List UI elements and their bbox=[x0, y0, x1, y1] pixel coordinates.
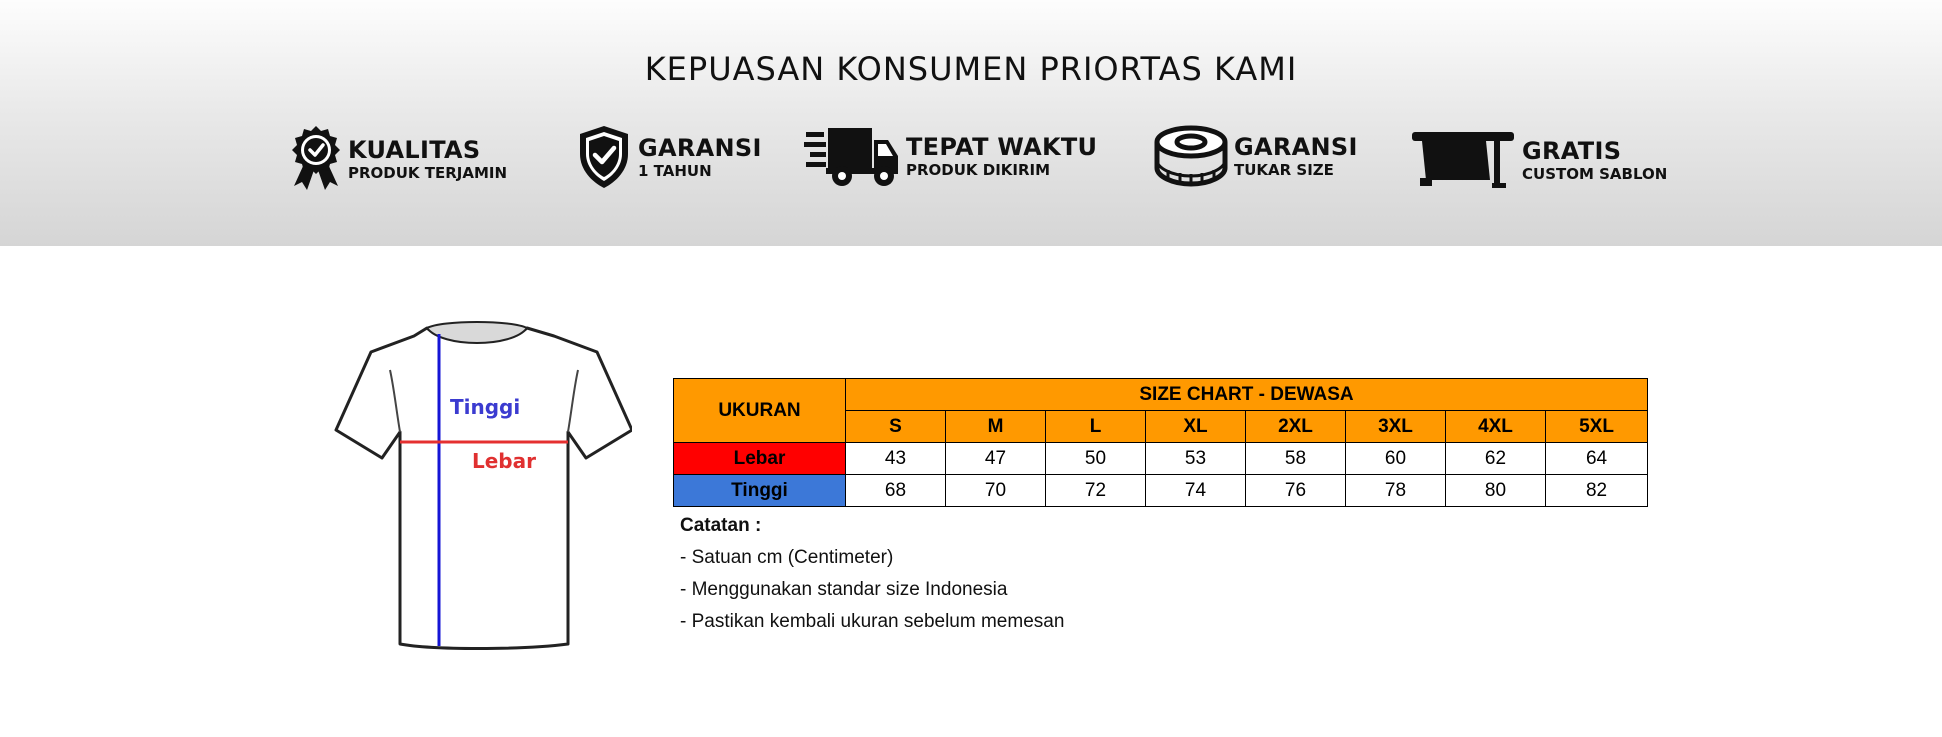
size-header: S bbox=[846, 411, 946, 443]
feature-kualitas bbox=[290, 124, 507, 194]
size-header: XL bbox=[1146, 411, 1246, 443]
feature-gratis bbox=[1410, 128, 1667, 192]
table-cell: 70 bbox=[946, 475, 1046, 507]
size-chart-title: SIZE CHART - DEWASA bbox=[846, 379, 1648, 411]
tinggi-label: Tinggi bbox=[450, 395, 521, 419]
table-cell: 50 bbox=[1046, 443, 1146, 475]
table-cell: 72 bbox=[1046, 475, 1146, 507]
size-header: 3XL bbox=[1346, 411, 1446, 443]
table-cell: 80 bbox=[1446, 475, 1546, 507]
size-header: 4XL bbox=[1446, 411, 1546, 443]
table-cell: 78 bbox=[1346, 475, 1446, 507]
ukuran-header: UKURAN bbox=[674, 379, 846, 443]
notes bbox=[680, 515, 1064, 643]
feature-subtitle: CUSTOM SABLON bbox=[1522, 164, 1668, 183]
note-item: - Pastikan kembali ukuran sebelum memesan bbox=[680, 611, 1065, 632]
feature-garansi-size bbox=[1154, 124, 1358, 188]
feature-subtitle: TUKAR SIZE bbox=[1234, 160, 1334, 179]
note-item: - Satuan cm (Centimeter) bbox=[680, 547, 894, 568]
feature-subtitle: PRODUK TERJAMIN bbox=[348, 163, 508, 182]
table-cell: 76 bbox=[1246, 475, 1346, 507]
table-cell: 43 bbox=[846, 443, 946, 475]
table-cell: 74 bbox=[1146, 475, 1246, 507]
feature-tepat-waktu bbox=[804, 124, 1097, 188]
size-header: 2XL bbox=[1246, 411, 1346, 443]
quality-badge-icon bbox=[290, 124, 342, 194]
table-row bbox=[674, 475, 1648, 507]
printer-icon bbox=[1410, 128, 1516, 192]
table-cell: 60 bbox=[1346, 443, 1446, 475]
measuring-tape-icon bbox=[1154, 124, 1228, 188]
tshirt-icon bbox=[322, 318, 632, 654]
fast-truck-icon bbox=[804, 124, 900, 188]
notes-title: Catatan : bbox=[680, 515, 762, 536]
feature-title: TEPAT WAKTU bbox=[906, 132, 1098, 161]
table-cell: 53 bbox=[1146, 443, 1246, 475]
size-header: M bbox=[946, 411, 1046, 443]
feature-subtitle: PRODUK DIKIRIM bbox=[906, 160, 1051, 179]
feature-title: KUALITAS bbox=[348, 135, 481, 164]
size-header: L bbox=[1046, 411, 1146, 443]
table-cell: 64 bbox=[1546, 443, 1648, 475]
note-item: - Menggunakan standar size Indonesia bbox=[680, 579, 1008, 600]
table-row bbox=[674, 443, 1648, 475]
feature-garansi-tahun bbox=[576, 124, 762, 190]
feature-title: GARANSI bbox=[638, 133, 762, 162]
feature-subtitle: 1 TAHUN bbox=[638, 161, 712, 180]
row-label-lebar: Lebar bbox=[674, 443, 846, 475]
feature-title: GRATIS bbox=[1522, 136, 1622, 165]
table-cell: 58 bbox=[1246, 443, 1346, 475]
feature-title: GARANSI bbox=[1234, 132, 1358, 161]
shield-check-icon bbox=[576, 124, 632, 190]
table-cell: 68 bbox=[846, 475, 946, 507]
lebar-label: Lebar bbox=[472, 449, 536, 473]
table-cell: 62 bbox=[1446, 443, 1546, 475]
row-label-tinggi: Tinggi bbox=[674, 475, 846, 507]
size-chart-table bbox=[673, 378, 1648, 507]
size-header: 5XL bbox=[1546, 411, 1648, 443]
banner-title: KEPUASAN KONSUMEN PRIORTAS KAMI bbox=[644, 50, 1298, 88]
table-cell: 82 bbox=[1546, 475, 1648, 507]
tshirt-diagram bbox=[322, 318, 632, 659]
features-banner bbox=[0, 0, 1942, 246]
table-cell: 47 bbox=[946, 443, 1046, 475]
